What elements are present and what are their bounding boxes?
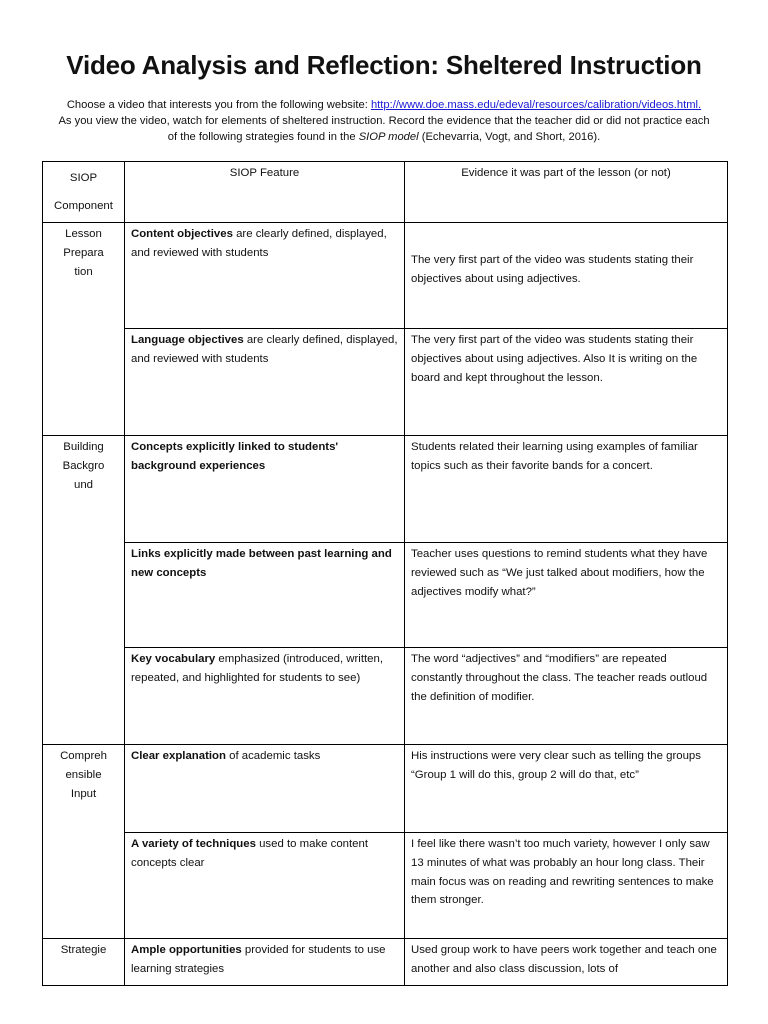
feature-cell: Concepts explicitly linked to students' background experiences xyxy=(125,436,405,543)
table-row xyxy=(43,833,728,939)
siop-model-italic: SIOP model xyxy=(358,131,419,143)
instructions-paragraph xyxy=(40,97,728,145)
evidence-cell: The very first part of the video was students stating their objectives about using adjectives. Also It is writing on the board and kept throughout the lesson. xyxy=(405,329,728,436)
instructions-text-line3: of the following strategies found in the xyxy=(167,131,359,143)
evidence-cell: I feel like there wasn’t too much variety, however I only saw 13 minutes of what was probably an hour long class. Their main focus was on reading and rewriting sentences to make them stronger. xyxy=(405,833,728,939)
evidence-cell: The very first part of the video was students stating their objectives about using adjectives. xyxy=(405,223,728,329)
evidence-cell: His instructions were very clear such as telling the groups “Group 1 will do this, group 2 will do that, etc” xyxy=(405,745,728,833)
header-feature: SIOP Feature xyxy=(125,162,405,223)
feature-cell: Links explicitly made between past learning and new concepts xyxy=(125,543,405,648)
instructions-citation: (Echevarria, Vogt, and Short, 2016). xyxy=(418,131,601,143)
table-row xyxy=(43,648,728,745)
siop-table xyxy=(42,161,728,986)
feature-cell: Key vocabulary emphasized (introduced, written, repeated, and highlighted for students to see) xyxy=(125,648,405,745)
component-comprehensible-input: Compreh ensible Input xyxy=(43,745,125,939)
table-row xyxy=(43,745,728,833)
feature-cell: Ample opportunities provided for students to use learning strategies xyxy=(125,939,405,986)
videos-link[interactable]: http://www.doe.mass.edu/edeval/resources/calibration/videos.html. xyxy=(370,99,702,111)
instructions-text: Choose a video that interests you from the following website: xyxy=(66,99,371,111)
instructions-text-line2: As you view the video, watch for elements of sheltered instruction. Record the evidence that the teacher did or did not practice each xyxy=(58,115,710,127)
feature-cell: Content objectives are clearly defined, displayed, and reviewed with students xyxy=(125,223,405,329)
component-lesson-preparation: Lesson Prepara tion xyxy=(43,223,125,436)
evidence-cell: Used group work to have peers work together and teach one another and also class discussion, lots of xyxy=(405,939,728,986)
feature-cell: A variety of techniques used to make content concepts clear xyxy=(125,833,405,939)
page-title: Video Analysis and Reflection: Sheltered Instruction xyxy=(66,50,702,80)
header-component: SIOP Component xyxy=(43,162,125,223)
component-strategies: Strategie xyxy=(43,939,125,986)
evidence-cell: Teacher uses questions to remind students what they have reviewed such as “We just talked about modifiers, how the adjectives modify what?” xyxy=(405,543,728,648)
table-row xyxy=(43,543,728,648)
header-evidence: Evidence it was part of the lesson (or not) xyxy=(405,162,728,223)
header-row xyxy=(43,162,728,223)
component-building-background: Building Backgro und xyxy=(43,436,125,745)
table-row xyxy=(43,939,728,986)
table-row xyxy=(43,223,728,329)
evidence-cell: Students related their learning using examples of familiar topics such as their favorite bands for a concert. xyxy=(405,436,728,543)
evidence-cell: The word “adjectives” and “modifiers” are repeated constantly throughout the class. The teacher reads outloud the definition of modifier. xyxy=(405,648,728,745)
table-row xyxy=(43,436,728,543)
feature-cell: Language objectives are clearly defined, displayed, and reviewed with students xyxy=(125,329,405,436)
table-row xyxy=(43,329,728,436)
feature-cell: Clear explanation of academic tasks xyxy=(125,745,405,833)
